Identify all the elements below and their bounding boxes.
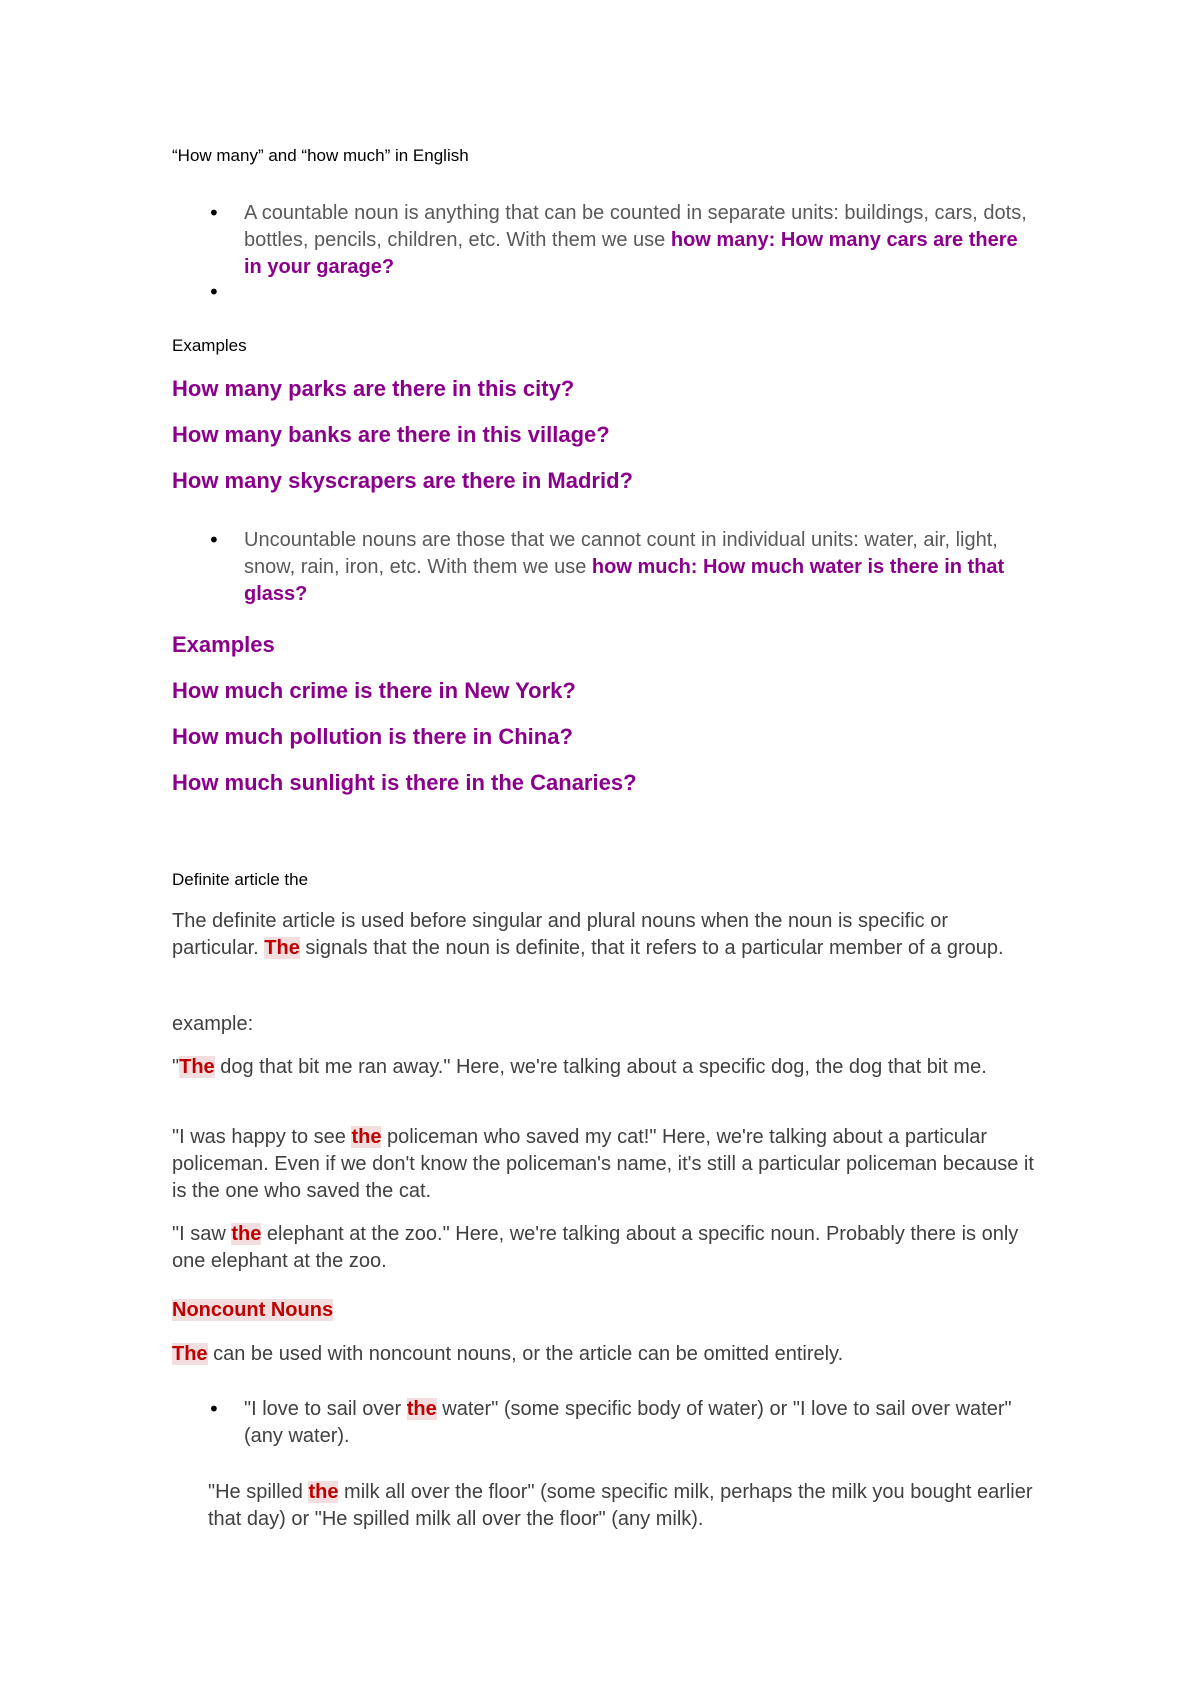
noncount-title — [172, 1297, 1042, 1324]
uncountable-text — [244, 527, 1034, 608]
example-much-1: How much crime is there in New York? — [172, 678, 576, 703]
example-dog — [172, 1054, 1032, 1081]
noncount-text: can be used with noncount nouns, or the article can be omitted entirely. — [207, 1343, 844, 1365]
examples-label-1: Examples — [172, 336, 247, 355]
sail-text — [244, 1396, 1034, 1450]
heading-definite-article: Definite article the — [172, 870, 309, 889]
example-policeman-a: "I was happy to see — [172, 1126, 352, 1148]
definite-p1-b: signals that the noun is definite, that it refers to a particular member of a group. — [299, 937, 1004, 959]
examples-label-2: Examples — [172, 632, 275, 657]
countable-text — [244, 200, 1034, 281]
noncount-paragraph — [172, 1341, 1042, 1368]
example-many-2: How many banks are there in this village? — [172, 422, 610, 447]
highlight-the: the — [231, 1223, 262, 1245]
milk-a: "He spilled — [208, 1481, 309, 1503]
example-dog-text: dog that bit me ran away." Here, we're talking about a specific dog, the dog that bit me. — [214, 1056, 987, 1078]
sail-b: water" (some specific body of water) or "I love to sail over water" (any water). — [244, 1398, 1012, 1447]
example-elephant — [172, 1221, 1032, 1275]
example-elephant-b: elephant at the zoo." Here, we're talking about a specific noun. Probably there is only one elephant at the zoo. — [172, 1223, 1019, 1272]
highlight-the: The — [172, 1343, 208, 1365]
sail-a: "I love to sail over — [244, 1398, 407, 1420]
countable-plain: A countable noun is anything that can be counted in separate units: buildings, cars, dots, bottles, pencils, children, etc. With them we use — [244, 202, 1027, 251]
bullet-icon: • — [208, 1397, 220, 1421]
example-policeman-b: policeman who saved my cat!" Here, we're talking about a particular policeman. Even if we don't know the policeman's name, it's still a particular policeman because it is the one who saved the cat. — [172, 1126, 1034, 1202]
highlight-the: the — [351, 1126, 382, 1148]
bullet-icon: • — [208, 280, 220, 304]
uncountable-plain: Uncountable nouns are those that we cannot count in individual units: water, air, light, snow, rain, iron, etc. With them we use — [244, 529, 998, 578]
heading-how-many-how-much: “How many” and “how much” in English — [172, 146, 469, 165]
example-label: example: — [172, 1013, 254, 1035]
milk-paragraph — [208, 1479, 1038, 1533]
countable-bold: how many: How many cars are there in your garage? — [244, 229, 1018, 278]
example-many-3: How many skyscrapers are there in Madrid? — [172, 468, 633, 493]
bullet-icon: • — [208, 528, 220, 552]
uncountable-bold: how much: How much water is there in that glass? — [244, 556, 1005, 605]
example-policeman — [172, 1124, 1042, 1205]
highlight-the: the — [308, 1481, 339, 1503]
definite-p1-a: The definite article is used before singular and plural nouns when the noun is specific or particular. — [172, 910, 949, 959]
example-much-2: How much pollution is there in China? — [172, 724, 573, 749]
noncount-heading: Noncount Nouns — [172, 1299, 334, 1321]
highlight-the: The — [264, 937, 300, 959]
example-many-1: How many parks are there in this city? — [172, 376, 575, 401]
highlight-the: the — [406, 1398, 437, 1420]
quote-mark: " — [172, 1056, 180, 1078]
milk-b: milk all over the floor" (some specific milk, perhaps the milk you bought earlier that day) or "He spilled milk all over the floor" (any milk). — [208, 1481, 1033, 1530]
definite-paragraph — [172, 908, 1022, 962]
highlight-the: The — [179, 1056, 215, 1078]
example-elephant-a: "I saw — [172, 1223, 232, 1245]
example-much-3: How much sunlight is there in the Canaries? — [172, 770, 637, 795]
bullet-icon: • — [208, 201, 220, 225]
